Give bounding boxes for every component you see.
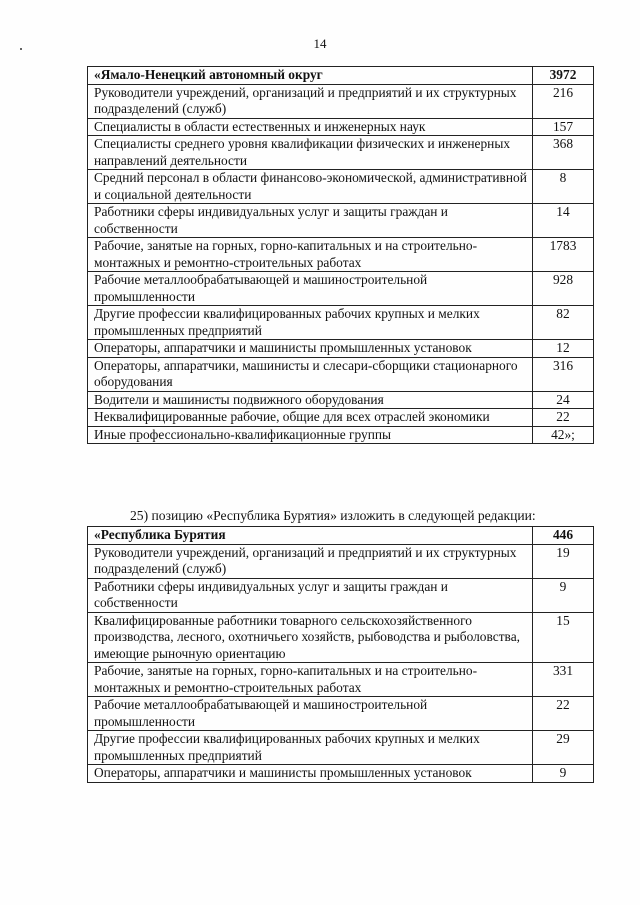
row-label: Другие профессии квалифицированных рабочих крупных и мелких промышленных предприятий xyxy=(88,306,533,340)
row-label: Операторы, аппаратчики и машинисты промышленных установок xyxy=(88,765,533,783)
row-value: 24 xyxy=(533,391,594,409)
row-value: 368 xyxy=(533,136,594,170)
row-value: 22 xyxy=(533,697,594,731)
row-value: 14 xyxy=(533,204,594,238)
row-label: Руководители учреждений, организаций и предприятий и их структурных подразделений (служб) xyxy=(88,544,533,578)
row-value: 22 xyxy=(533,409,594,427)
table-row xyxy=(88,204,594,238)
table-row xyxy=(88,391,594,409)
row-label: Руководители учреждений, организаций и предприятий и их структурных подразделений (служб) xyxy=(88,84,533,118)
table-header-row xyxy=(88,527,594,545)
row-value: 29 xyxy=(533,731,594,765)
row-value: 3972 xyxy=(533,67,594,85)
row-label: «Ямало-Ненецкий автономный округ xyxy=(88,67,533,85)
table-row xyxy=(88,340,594,358)
table-row xyxy=(88,409,594,427)
table-row xyxy=(88,731,594,765)
row-value: 12 xyxy=(533,340,594,358)
row-label: Водители и машинисты подвижного оборудования xyxy=(88,391,533,409)
table-row xyxy=(88,544,594,578)
table-row xyxy=(88,765,594,783)
row-label: Работники сферы индивидуальных услуг и защиты граждан и собственности xyxy=(88,578,533,612)
table-row xyxy=(88,272,594,306)
table-row xyxy=(88,357,594,391)
row-label: Иные профессионально-квалификационные группы xyxy=(88,426,533,444)
row-label: Специалисты среднего уровня квалификации физических и инженерных направлений деятельности xyxy=(88,136,533,170)
row-value: 9 xyxy=(533,578,594,612)
row-value: 82 xyxy=(533,306,594,340)
row-label: Квалифицированные работники товарного сельскохозяйственного производства, лесного, охотничьего хозяйств, рыбоводства и рыболовства, имеющие рыночную ориентацию xyxy=(88,612,533,663)
table-yamalo-nenets xyxy=(87,66,594,444)
row-value: 15 xyxy=(533,612,594,663)
row-label: Неквалифицированные рабочие, общие для всех отраслей экономики xyxy=(88,409,533,427)
row-value: 157 xyxy=(533,118,594,136)
row-value: 8 xyxy=(533,170,594,204)
table-buryatia xyxy=(87,526,594,783)
table-row xyxy=(88,578,594,612)
row-value: 216 xyxy=(533,84,594,118)
row-value: 42»; xyxy=(533,426,594,444)
row-label: Операторы, аппаратчики и машинисты промышленных установок xyxy=(88,340,533,358)
table-row xyxy=(88,170,594,204)
row-value: 19 xyxy=(533,544,594,578)
table-row xyxy=(88,136,594,170)
row-value: 316 xyxy=(533,357,594,391)
row-label: Рабочие металлообрабатывающей и машиностроительной промышленности xyxy=(88,272,533,306)
table-row xyxy=(88,426,594,444)
table-row xyxy=(88,306,594,340)
row-label: Операторы, аппаратчики, машинисты и слесари-сборщики стационарного оборудования xyxy=(88,357,533,391)
table-row xyxy=(88,238,594,272)
row-value: 9 xyxy=(533,765,594,783)
row-label: Рабочие металлообрабатывающей и машиностроительной промышленности xyxy=(88,697,533,731)
table-row xyxy=(88,612,594,663)
page-number: 14 xyxy=(313,36,327,51)
row-label: Другие профессии квалифицированных рабочих крупных и мелких промышленных предприятий xyxy=(88,731,533,765)
row-label: Рабочие, занятые на горных, горно-капитальных и на строительно-монтажных и ремонтно-строительных работах xyxy=(88,238,533,272)
row-value: 446 xyxy=(533,527,594,545)
row-value: 1783 xyxy=(533,238,594,272)
table-row xyxy=(88,697,594,731)
row-label: «Республика Бурятия xyxy=(88,527,533,545)
row-label: Специалисты в области естественных и инженерных наук xyxy=(88,118,533,136)
row-label: Рабочие, занятые на горных, горно-капитальных и на строительно-монтажных и ремонтно-строительных работах xyxy=(88,663,533,697)
amendment-note: 25) позицию «Республика Бурятия» изложить в следующей редакции: xyxy=(130,508,536,523)
row-label: Средний персонал в области финансово-экономической, административной и социальной деятельности xyxy=(88,170,533,204)
row-label: Работники сферы индивидуальных услуг и защиты граждан и собственности xyxy=(88,204,533,238)
row-value: 928 xyxy=(533,272,594,306)
table-row xyxy=(88,663,594,697)
row-value: 331 xyxy=(533,663,594,697)
table-row xyxy=(88,118,594,136)
table-header-row xyxy=(88,67,594,85)
table-row xyxy=(88,84,594,118)
